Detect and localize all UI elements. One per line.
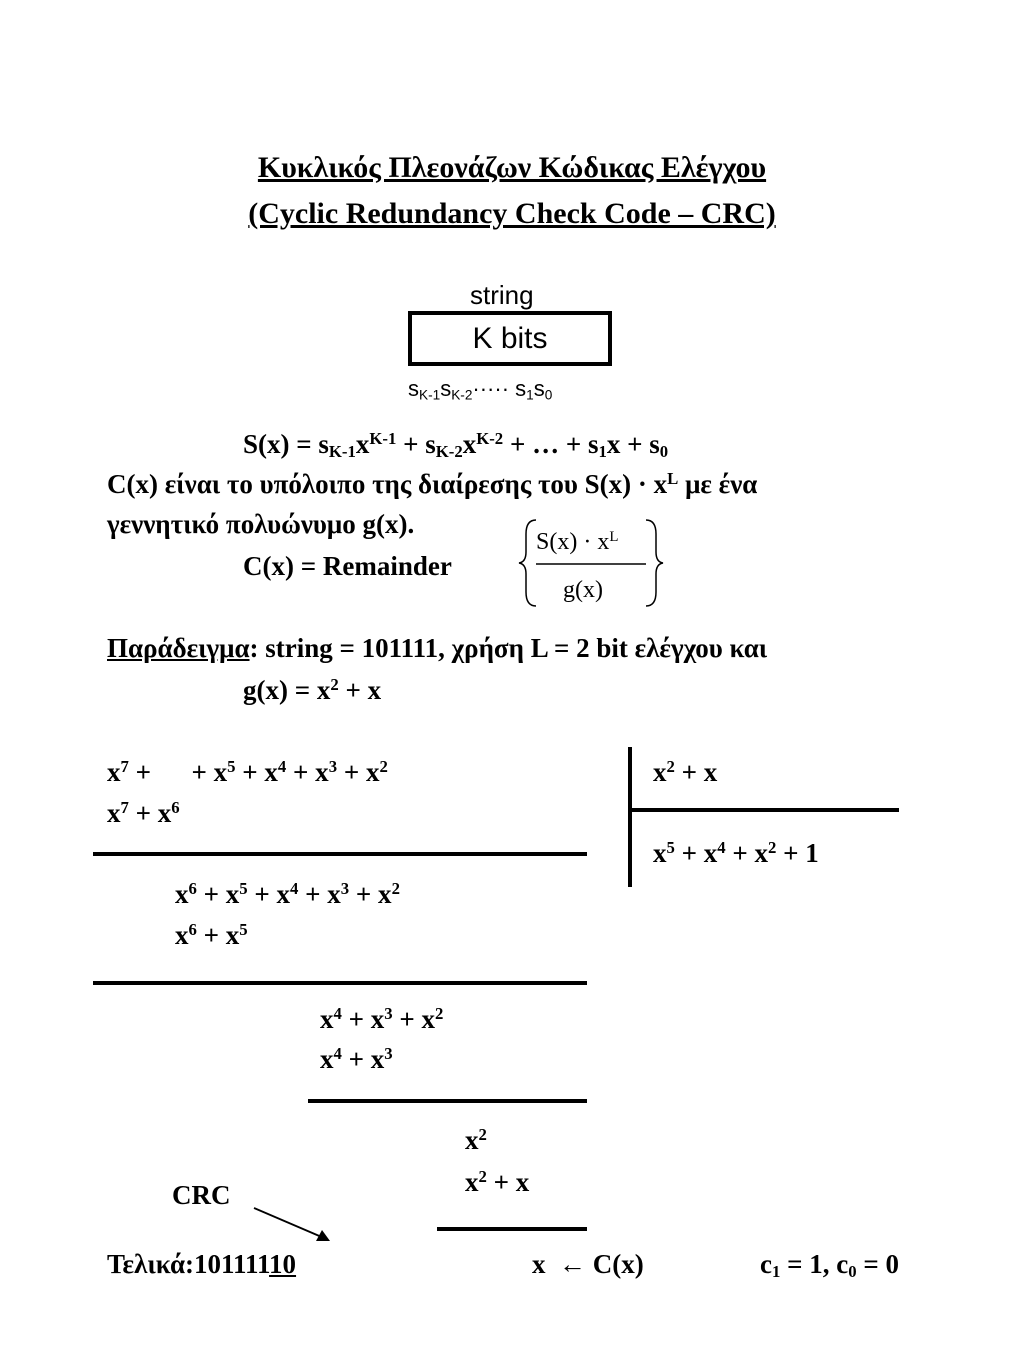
division-line-1 <box>93 852 587 856</box>
division-step-2: $x^6 + x^5$ <box>175 919 248 950</box>
remainder-label: C(x) = Remainder <box>243 551 452 581</box>
division-line-3 <box>308 1099 587 1103</box>
division-step-4: $x^2 + x$ <box>465 1166 530 1197</box>
fraction-denominator: g(x) <box>563 577 603 603</box>
bit-sequence: $s_{K-1}s_{K-2}\cdot\cdot\cdot\cdot\cdot s_1s_0$ <box>408 376 553 403</box>
remainder-step-2: $x^4 + x^3 + x^2$ <box>320 1003 444 1034</box>
quotient: $x^5 + x^4 + x^2 + 1$ <box>653 837 819 868</box>
left-arrow-icon: ← <box>559 1249 586 1279</box>
division-line-4 <box>437 1227 587 1231</box>
page-title: Κυκλικός Πλεονάζων Κώδικας Ελέγχου <box>257 151 767 184</box>
divisor-horizontal-line <box>628 808 899 812</box>
cx-description-line2: γεννητικό πολυώνυμο g(x). <box>107 509 415 539</box>
divisor-vertical-line <box>628 747 632 887</box>
remainder-step-3: $x^2$ <box>465 1124 487 1155</box>
page-subtitle: (Cyclic Redundancy Check Code – CRC) <box>248 197 776 230</box>
generator-polynomial: $g(x) = x^2 + x$ <box>243 674 382 705</box>
division-step-1: $x^7 + x^6$ <box>107 797 180 828</box>
final-codeword: Τελικά:10111110 <box>107 1249 297 1279</box>
dividend: $x^7$ + + $x^5 + x^4 + x^3 + x^2$ <box>107 756 388 787</box>
divisor: $x^2 + x$ <box>653 756 718 787</box>
remainder-step-1: $x^6 + x^5 + x^4 + x^3 + x^2$ <box>175 878 400 909</box>
remainder-result: x ← C(x) <box>532 1249 644 1279</box>
crc-bits-values: $c_1 = 1$, $c_0 = 0$ <box>760 1249 899 1282</box>
figure-string-label: string <box>470 280 534 310</box>
cx-description-line1: C(x) είναι το υπόλοιπο της διαίρεσης του $S(x) \cdot x^L$ με ένα <box>107 468 758 499</box>
crc-label: CRC <box>172 1180 231 1210</box>
example-line: Παράδειγμα: string = 101111, χρήση L = 2 bit ελέγχου και <box>107 633 768 663</box>
fraction-numerator: $S(x) \cdot x^L$ <box>536 528 619 555</box>
division-line-2 <box>93 981 587 985</box>
division-step-3: $x^4 + x^3$ <box>320 1043 393 1074</box>
k-bits-text: K bits <box>472 322 548 355</box>
sx-formula: $S(x) = s_{K-1}x^{K-1} + s_{K-2}x^{K-2}$ + … + $s_1x + s_0$ <box>243 428 669 462</box>
crc-arrow-icon <box>250 1200 340 1250</box>
